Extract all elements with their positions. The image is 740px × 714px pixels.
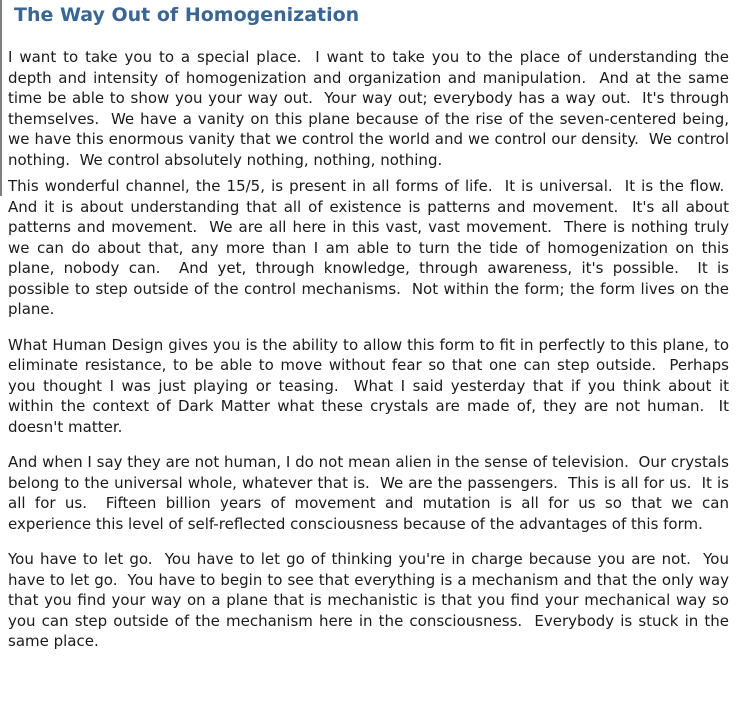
paragraph: You have to let go. You have to let go of thinking you're in charge because you are not. You have to let go. You have to begin to see that everything is a mechanism and that the only way that you find your way on a plane that is mechanistic is that you find your mechanical way so you can step outside of the mechanism here in the consciousness. Everybody is stuck in the same place. (8, 550, 729, 650)
paragraph: And when I say they are not human, I do not mean alien in the sense of television. Our crystals belong to the universal whole, whatever that is. We are the passengers. This is all for us. It is all for us. Fifteen billion years of movement and mutation is all for us so that we can experience this level of self-reflected consciousness because of the advantages of this form. (8, 453, 729, 533)
left-border-line (0, 0, 2, 196)
page-title: The Way Out of Homogenization (14, 4, 360, 26)
paragraph: I want to take you to a special place. I want to take you to the place of understanding the depth and intensity of homogenization and organization and manipulation. And at the same time be able to show you your way out. Your way out; everybody has a way out. It's through themselves. We have a vanity on this plane because of the rise of the seven-centered being, we have this enormous vanity that we control the world and we control our density. We control nothing. We control absolutely nothing, nothing, nothing. (8, 48, 729, 169)
document-body (0, 47, 740, 652)
paragraph: What Human Design gives you is the ability to allow this form to fit in perfectly to this plane, to eliminate resistance, to be able to move without fear so that one can step outside. Perhaps you thought I was just playing or teasing. What I said yesterday that if you think about it within the context of Dark Matter what these crystals are made of, they are not human. It doesn't matter. (8, 335, 729, 436)
paragraph: This wonderful channel, the 15/5, is present in all forms of life. It is universal. It is the flow. And it is about understanding that all of existence is patterns and movement. It's all about patterns and movement. We are all here in this vast, vast movement. There is nothing truly we can do about that, any more than I am able to turn the tide of homogenization on this plane, nobody can. And yet, through knowledge, through awareness, it's possible. It is possible to step outside of the control mechanisms. Not within the form; the form lives on the plane. (8, 177, 729, 318)
